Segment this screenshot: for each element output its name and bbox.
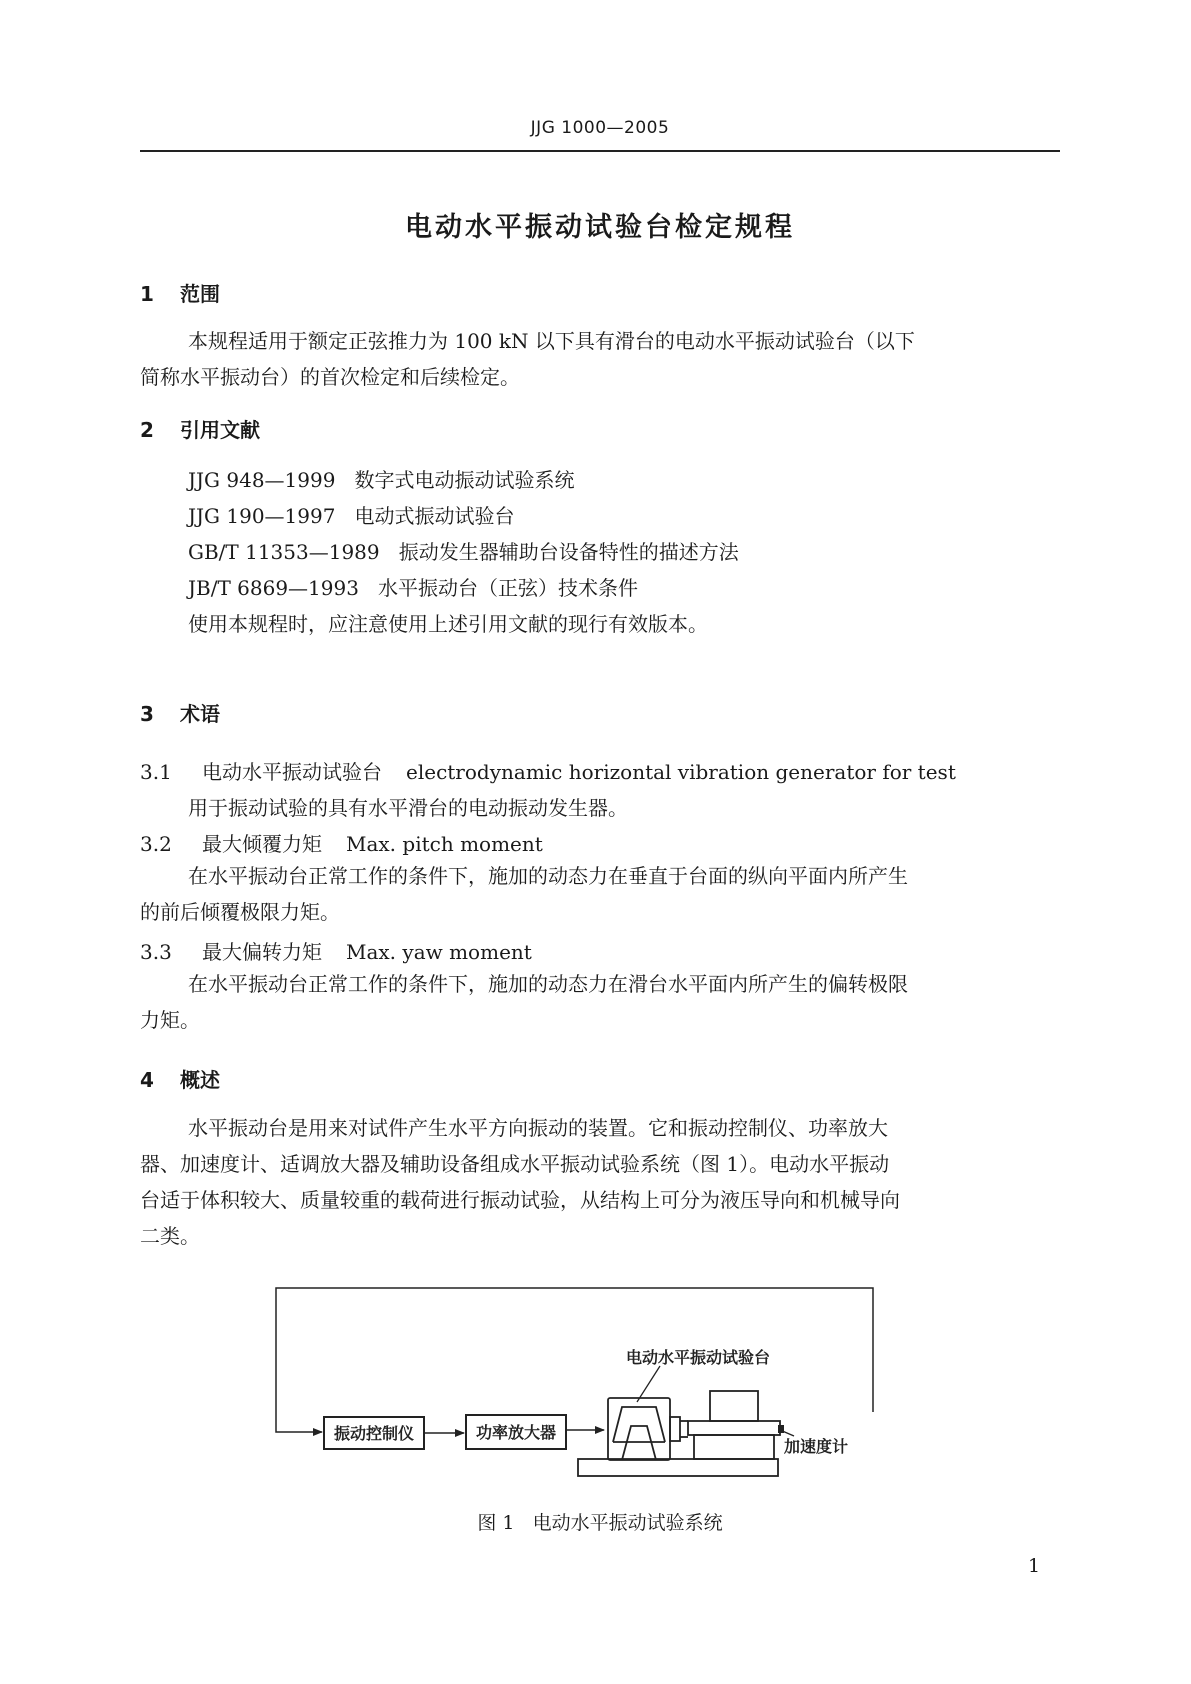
paragraph-line: 在水平振动台正常工作的条件下，施加的动态力在垂直于台面的纵向平面内所产生 xyxy=(188,864,908,888)
reference-code: JB/T 6869—1993 xyxy=(188,576,359,600)
reference-note: 使用本规程时，应注意使用上述引用文献的现行有效版本。 xyxy=(188,612,708,636)
reference-code: JJG 190—1997 xyxy=(188,504,336,528)
system-diagram-figure xyxy=(270,1284,930,1514)
term-number: 3.2 xyxy=(140,832,172,856)
reference-title: 水平振动台（正弦）技术条件 xyxy=(378,576,639,600)
reference-title: 数字式电动振动试验系统 xyxy=(354,468,575,492)
controller-label: 振动控制仪 xyxy=(333,1424,415,1443)
paragraph-line: 水平振动台是用来对试件产生水平方向振动的装置。它和振动控制仪、功率放大 xyxy=(188,1116,888,1140)
figure-number: 图 1 xyxy=(477,1512,515,1534)
term-english: Max. pitch moment xyxy=(346,832,543,856)
accelerometer-mark xyxy=(778,1425,784,1433)
reference-item xyxy=(188,464,575,493)
term-english: Max. yaw moment xyxy=(346,940,532,964)
term-3-2 xyxy=(140,828,543,857)
section-1-paragraph xyxy=(140,323,1060,395)
paragraph-line: 台适于体积较大、质量较重的载荷进行振动试验，从结构上可分为液压导向和机械导向 xyxy=(140,1188,900,1212)
section-2-heading xyxy=(140,414,260,443)
header-divider xyxy=(140,150,1060,152)
reference-code: JJG 948—1999 xyxy=(188,468,336,492)
accelerometer-label: 加速度计 xyxy=(784,1437,849,1456)
term-chinese: 最大倾覆力矩 xyxy=(202,832,322,856)
term-definition: 用于振动试验的具有水平滑台的电动振动发生器。 xyxy=(188,796,628,820)
feedback-loop-line xyxy=(276,1288,873,1432)
paragraph-line: 在水平振动台正常工作的条件下，施加的动态力在滑台水平面内所产生的偏转极限 xyxy=(188,972,908,996)
figure-caption xyxy=(140,1508,1060,1535)
shaker-label: 电动水平振动试验台 xyxy=(626,1348,771,1367)
reference-item xyxy=(188,536,739,565)
paragraph-line: 二类。 xyxy=(140,1224,200,1248)
term-english: electrodynamic horizontal vibration generator for test xyxy=(406,760,956,784)
term-chinese: 最大偏转力矩 xyxy=(202,940,322,964)
leader-line xyxy=(637,1366,660,1402)
reference-title: 电动式振动试验台 xyxy=(354,504,515,528)
section-4-paragraph xyxy=(140,1110,1060,1254)
term-3-1 xyxy=(140,756,956,785)
section-number: 4 xyxy=(140,1068,154,1092)
amplifier-label: 功率放大器 xyxy=(475,1423,557,1442)
section-3-heading xyxy=(140,698,220,727)
term-definition xyxy=(140,858,1060,930)
section-number: 1 xyxy=(140,282,154,306)
reference-title: 振动发生器辅助台设备特性的描述方法 xyxy=(398,540,739,564)
shaker-table-drawing xyxy=(578,1391,780,1476)
paragraph-line: 简称水平振动台）的首次检定和后续检定。 xyxy=(140,365,520,389)
section-title: 概述 xyxy=(180,1068,220,1092)
term-3-3 xyxy=(140,936,532,965)
term-chinese: 电动水平振动试验台 xyxy=(202,760,382,784)
section-title: 范围 xyxy=(180,282,220,306)
section-title: 术语 xyxy=(180,702,220,726)
figure-title: 电动水平振动试验系统 xyxy=(532,1512,723,1534)
term-number: 3.3 xyxy=(140,940,172,964)
term-number: 3.1 xyxy=(140,760,172,784)
paragraph-line: 力矩。 xyxy=(140,1008,200,1032)
paragraph-line: 的前后倾覆极限力矩。 xyxy=(140,900,340,924)
page-number: 1 xyxy=(1028,1555,1041,1577)
standard-code-header: JJG 1000—2005 xyxy=(530,118,670,138)
section-number: 2 xyxy=(140,418,154,442)
paragraph-line: 器、加速度计、适调放大器及辅助设备组成水平振动试验系统（图 1）。电动水平振动 xyxy=(140,1152,890,1176)
section-title: 引用文献 xyxy=(180,418,260,442)
reference-item xyxy=(188,572,638,601)
reference-code: GB/T 11353—1989 xyxy=(188,540,380,564)
section-4-heading xyxy=(140,1064,220,1093)
section-1-heading xyxy=(140,278,220,307)
section-number: 3 xyxy=(140,702,154,726)
document-title: 电动水平振动试验台检定规程 xyxy=(405,212,795,243)
reference-item xyxy=(188,500,515,529)
term-definition xyxy=(140,966,1060,1038)
paragraph-line: 本规程适用于额定正弦推力为 100 kN 以下具有滑台的电动水平振动试验台（以下 xyxy=(188,329,915,353)
